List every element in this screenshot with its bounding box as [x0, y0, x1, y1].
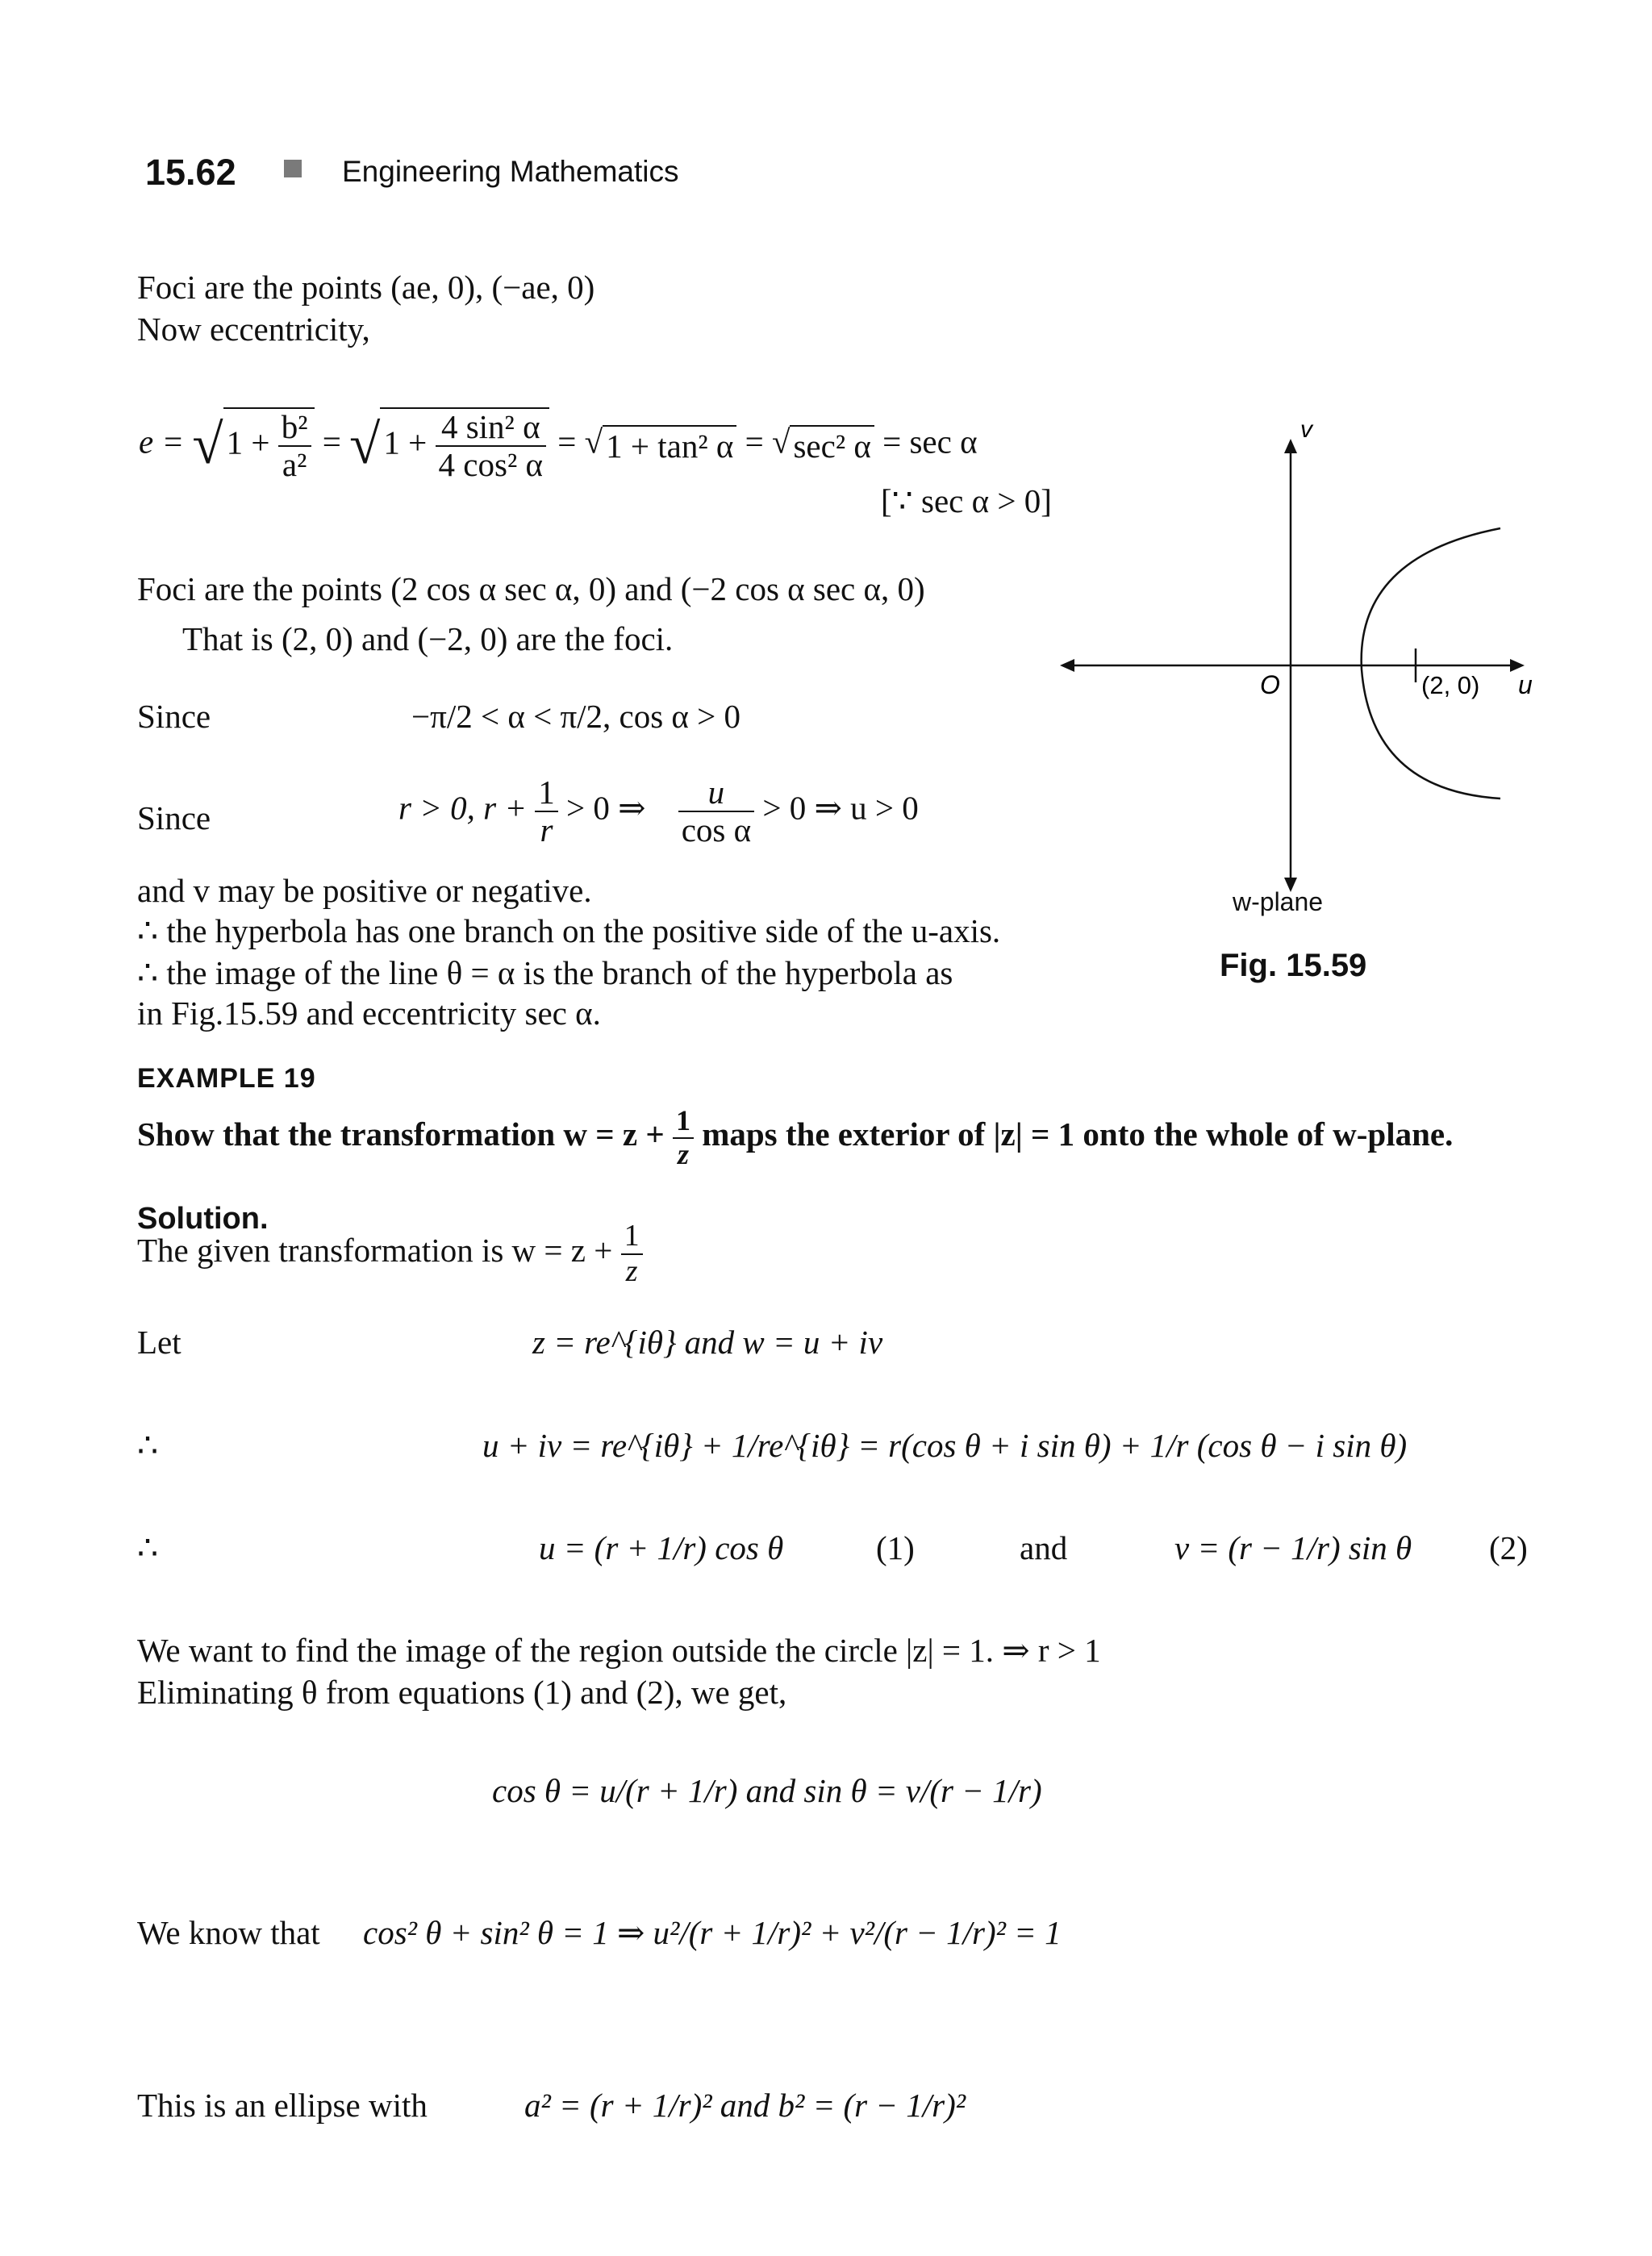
- eq-lhs: e =: [139, 423, 185, 461]
- term3: 1 + tan² α: [603, 425, 736, 465]
- example-statement-a: Show that the transformation w = z +: [137, 1115, 665, 1153]
- since2-part-a: r > 0, r +: [398, 789, 527, 827]
- example-statement: Show that the transformation w = z + $\frac{1}{z}$ maps the exterior of |z| = 1 onto the whole of w-plane.: [137, 1104, 1454, 1170]
- region-line: We want to find the image of the region outside the circle |z| = 1. ⇒ r > 1: [137, 1632, 1101, 1669]
- know-label: We know that: [137, 1914, 320, 1951]
- cos-sin-expr: cos θ = u/(r + 1/r) and sin θ = v/(r − 1/r): [492, 1772, 1042, 1809]
- hyperbola-branch: [1362, 528, 1500, 799]
- axis-u-label: u: [1518, 670, 1533, 699]
- eq-1: u = (r + 1/r) cos θ: [539, 1529, 784, 1566]
- since-expr-2: r > 0, r + $\frac{1}{r}$ > 0 ⇒ $\frac{u}{\text{cos α}}$ > 0 ⇒ u > 0: [398, 774, 919, 849]
- page-number: 15.62: [145, 152, 236, 193]
- term1-num: b²: [281, 408, 308, 445]
- given-text: The given transformation is w = z +: [137, 1232, 613, 1270]
- since2-part-b: > 0 ⇒: [566, 789, 646, 827]
- solution-given: The given transformation is w = z + $\frac{1}{z}$: [137, 1220, 643, 1289]
- u-arrow-left-icon: [1060, 659, 1074, 672]
- know-expr: cos² θ + sin² θ = 1 ⇒ u²/(r + 1/r)² + v²/(r − 1/r)² = 1: [363, 1914, 1062, 1951]
- let-label: Let: [137, 1324, 181, 1361]
- book-title: Engineering Mathematics: [342, 155, 679, 188]
- since2-num: u: [707, 774, 725, 811]
- since-expr-1: −π/2 < α < π/2, cos α > 0: [411, 698, 741, 735]
- eliminate-line: Eliminating θ from equations (1) and (2), we get,: [137, 1674, 787, 1711]
- origin-label: O: [1260, 670, 1280, 699]
- plane-label: w-plane: [1233, 887, 1324, 916]
- term2-num: 4 sin² α: [440, 408, 540, 445]
- eq-1-tag: (1): [876, 1529, 915, 1566]
- ellipse-label: This is an ellipse with: [137, 2087, 428, 2124]
- ellipse-expr: a² = (r + 1/r)² and b² = (r − 1/r)²: [524, 2087, 966, 2124]
- term4: sec² α: [790, 425, 874, 465]
- since-label-1: Since: [137, 698, 211, 735]
- figure-hyperbola: [1049, 403, 1549, 1016]
- term1-den: a²: [278, 445, 311, 483]
- conclusion-line-4: in Fig.15.59 and eccentricity sec α.: [137, 995, 601, 1032]
- and-word: and: [1020, 1529, 1068, 1566]
- foci-line-1: Foci are the points (2 cos α sec α, 0) and (−2 cos α sec α, 0): [137, 570, 925, 607]
- eccentricity-equation: e = √1 + $\frac{\text{b²}}{\text{a²}}$ = √1 + $\frac{\text{4 sin² α}}{\text{4 cos² α}}$ = √1 + tan² α = √sec² α = sec α: [139, 408, 978, 484]
- v-arrow-top-icon: [1284, 439, 1297, 453]
- therefore-1: ∴: [137, 1427, 159, 1464]
- example-heading: EXAMPLE 19: [137, 1063, 316, 1094]
- since-label-2: Since: [137, 799, 211, 836]
- since2-part-c: > 0 ⇒ u > 0: [762, 789, 919, 827]
- ecc-result: = sec α: [882, 423, 978, 461]
- conclusion-line-3: ∴ the image of the line θ = α is the branch of the hyperbola as: [137, 954, 953, 991]
- point-label: (2, 0): [1421, 671, 1480, 699]
- conclusion-line-2: ∴ the hyperbola has one branch on the positive side of the u-axis.: [137, 912, 1001, 949]
- since2-den: cos α: [678, 811, 754, 849]
- conclusion-line-1: and v may be positive or negative.: [137, 872, 592, 909]
- eq-2: v = (r − 1/r) sin θ: [1174, 1529, 1412, 1566]
- header-square-icon: [284, 160, 302, 177]
- foci-line: Foci are the points (ae, 0), (−ae, 0): [137, 269, 595, 306]
- axis-v-label: v: [1300, 416, 1312, 443]
- let-expr: z = re^{iθ} and w = u + iv: [532, 1324, 883, 1361]
- foci-line-2: That is (2, 0) and (−2, 0) are the foci.: [182, 620, 674, 657]
- eq-uiv: u + iv = re^{iθ} + 1/re^{iθ} = r(cos θ + i sin θ) + 1/r (cos θ − i sin θ): [482, 1427, 1408, 1464]
- therefore-2: ∴: [137, 1529, 159, 1566]
- ecc-reason: [∵ sec α > 0]: [881, 482, 1052, 519]
- term2-den: 4 cos² α: [436, 445, 546, 483]
- figure-caption: Fig. 15.59: [1220, 948, 1367, 983]
- solution-heading: Solution.: [137, 1202, 269, 1236]
- example-statement-b: maps the exterior of |z| = 1 onto the whole of w-plane.: [702, 1115, 1454, 1153]
- eq-2-tag: (2): [1489, 1529, 1528, 1566]
- eccentricity-line: Now eccentricity,: [137, 311, 370, 348]
